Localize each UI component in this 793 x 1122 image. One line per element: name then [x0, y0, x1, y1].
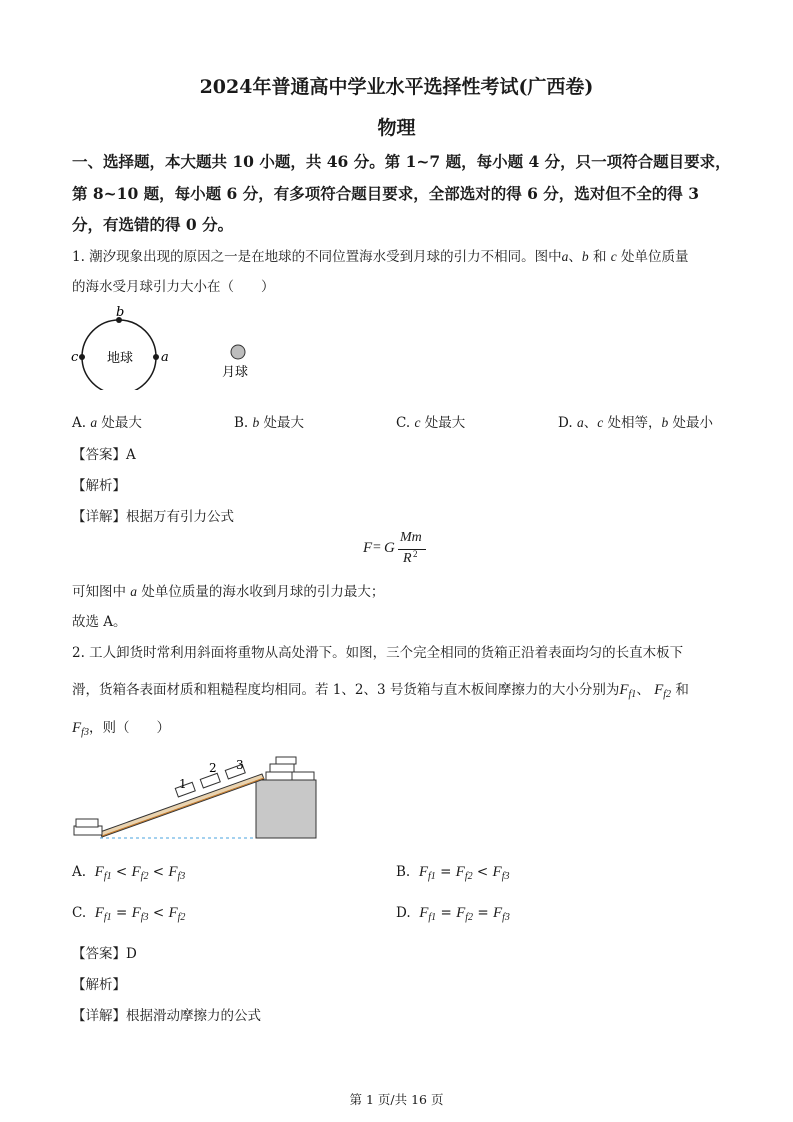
q1-choose: 故选 A。 — [72, 614, 127, 630]
q1-stem-line2: 的海水受月球引力大小在（ ） — [72, 279, 275, 295]
box-stack-top-4 — [276, 757, 296, 764]
label-a: a — [161, 350, 169, 365]
subject-title: 物理 — [377, 117, 416, 139]
q2-analysis-tag: 【解析】 — [72, 977, 126, 993]
q2-option-b: B. $F_{f1} = F_{f2} < F_{f3}$ — [396, 864, 510, 882]
page-title: 2024年普通高中学业水平选择性考试(广西卷) — [199, 76, 594, 98]
q2-answer: 【答案】D — [72, 946, 137, 962]
point-a — [153, 354, 159, 360]
section-instructions-line3: 分，有选错的得 0 分。 — [72, 215, 234, 234]
earth-label: 地球 — [107, 351, 134, 366]
box-2 — [200, 773, 220, 788]
platform — [256, 780, 316, 838]
q2-stem-line2: 滑，货箱各表面材质和粗糙程度均相同。若 1、2、3 号货箱与直木板间摩擦力的大小分别为$F_{f1}$、 $F_{f2}$ 和 — [72, 682, 689, 700]
q2-option-c: C. $F_{f1} = F_{f3} < F_{f2}$ — [72, 905, 186, 923]
page-number: 第 1 页/共 16 页 — [349, 1092, 444, 1107]
q1-option-b: B. b 处最大 — [234, 415, 305, 431]
moon-label: 月球 — [222, 365, 249, 380]
label-b: b — [116, 305, 125, 320]
q1-option-d: D. a、c 处相等，b 处最小 — [558, 415, 714, 431]
earth-moon-figure — [60, 300, 280, 390]
q1-detail: 【详解】根据万有引力公式 — [72, 509, 234, 525]
q2-option-a: A. $F_{f1} < F_{f2} < F_{f3}$ — [72, 864, 186, 882]
label-1: 1 — [179, 777, 187, 791]
label-c: c — [71, 350, 79, 365]
box-stack-top-3 — [270, 764, 294, 772]
section-instructions-line1: 一、选择题，本大题共 10 小题，共 46 分。第 1~7 题，每小题 4 分，只一项符合题目要求， — [72, 152, 731, 171]
q1-option-c: C. c 处最大 — [396, 415, 466, 431]
q2-detail: 【详解】根据滑动摩擦力的公式 — [72, 1008, 261, 1024]
box-stack-top-2 — [292, 772, 314, 780]
q2-stem-line3: $F_{f3}$，则（ ） — [72, 720, 170, 738]
q1-analysis-tag: 【解析】 — [72, 478, 126, 494]
label-3: 3 — [236, 758, 244, 772]
q1-stem-line1: 1. 潮汐现象出现的原因之一是在地球的不同位置海水受到月球的引力不相同。图中a、b 和 c 处单位质量 — [72, 249, 689, 265]
label-2: 2 — [209, 761, 217, 775]
point-c — [79, 354, 85, 360]
q1-answer: 【答案】A — [72, 447, 136, 463]
moon-circle — [231, 345, 245, 359]
incline-figure — [70, 752, 330, 847]
gravitation-formula: F = G Mm R 2 — [363, 528, 443, 572]
q2-stem-line1: 2. 工人卸货时常利用斜面将重物从高处滑下。如图，三个完全相同的货箱正沿着表面均匀的长直木板下 — [72, 645, 684, 661]
section-instructions-line2: 第 8~10 题，每小题 6 分，有多项符合题目要求，全部选对的得 6 分，选对但不全的得 3 — [72, 184, 699, 203]
box-stack-bottom-2 — [76, 819, 98, 827]
q1-option-a: A. a 处最大 — [72, 415, 142, 431]
q2-option-d: D. $F_{f1} = F_{f2} = F_{f3}$ — [396, 905, 510, 923]
box-stack-top-1 — [266, 772, 292, 780]
q1-conclusion: 可知图中 a 处单位质量的海水收到月球的引力最大； — [72, 584, 385, 600]
